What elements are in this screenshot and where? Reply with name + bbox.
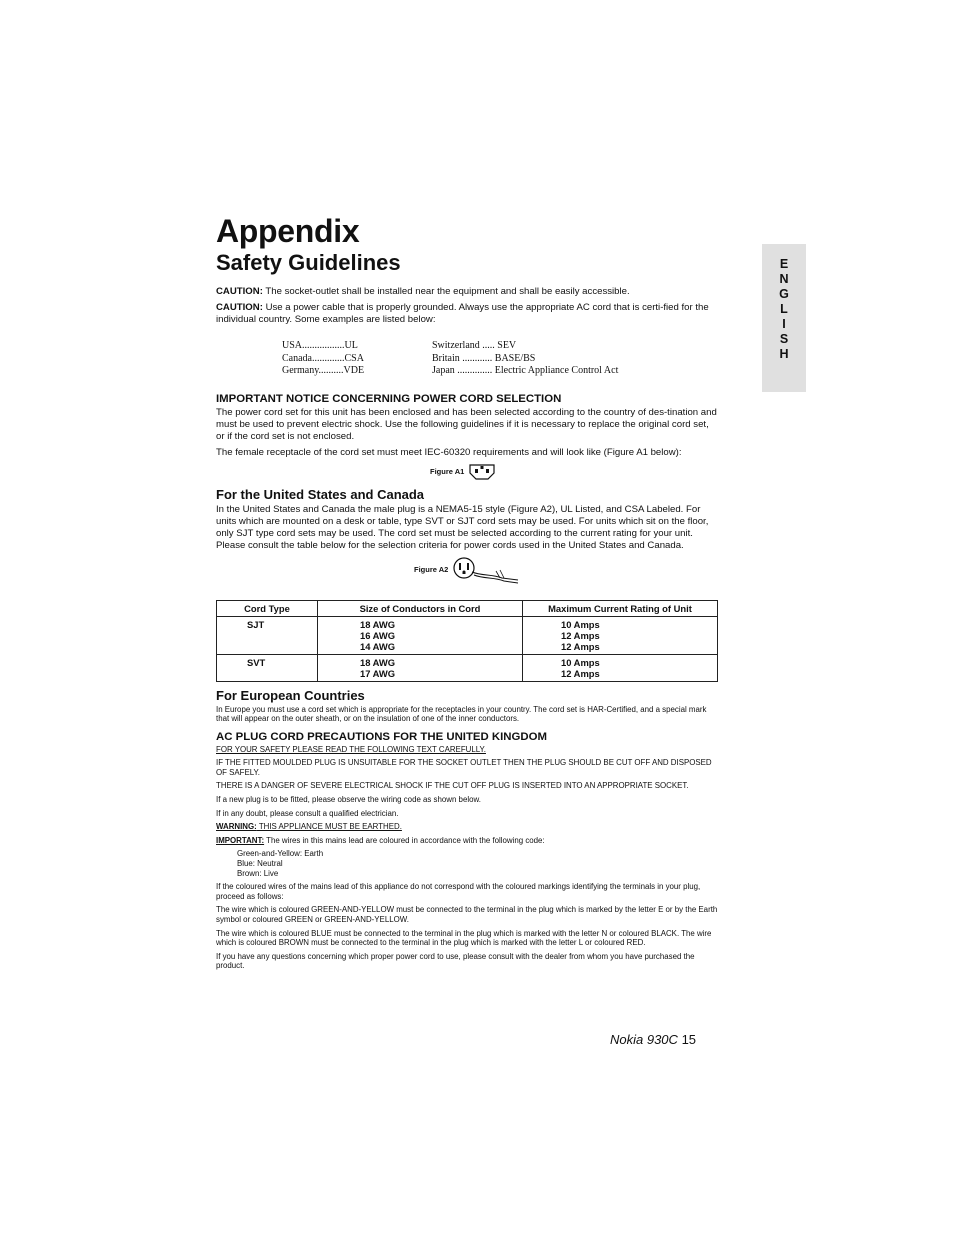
figure-a1 (430, 463, 718, 481)
uk-paragraph: IF THE FITTED MOULDED PLUG IS UNSUITABLE FOR THE SOCKET OUTLET THEN THE PLUG SHOULD BE CUT OFF AND DISPOSED OF SAFELY. (216, 758, 712, 777)
tab-letter: N (779, 272, 789, 286)
eu-heading: For European Countries (216, 687, 365, 703)
tab-letter: G (779, 287, 789, 301)
table-header-row (217, 600, 718, 616)
country-codes (282, 340, 718, 378)
receptacle-icon (468, 463, 496, 481)
uk-paragraph: If the coloured wires of the mains lead of this appliance do not correspond with the coloured markings identifying the terminals in your plug, proceed as follows: (216, 882, 701, 901)
table-header: Size of Conductors in Cord (318, 600, 523, 616)
wire-code: Blue: Neutral (237, 859, 283, 869)
table-header: Cord Type (217, 600, 318, 616)
uk-paragraph: THERE IS A DANGER OF SEVERE ELECTRICAL SHOCK IF THE CUT OFF PLUG IS INSERTED INTO AN APPROPRIATE SOCKET. (216, 781, 689, 791)
table-row (217, 616, 718, 654)
wire-code-list (237, 849, 718, 878)
tab-letter: I (782, 317, 786, 331)
uk-paragraph: FOR YOUR SAFETY PLEASE READ THE FOLLOWING TEXT CAREFULLY. (216, 744, 486, 754)
uk-paragraph: The wire which is coloured BLUE must be connected to the terminal in the plug which is marked with the letter N or coloured BLACK. The wire which is coloured BROWN must be connected to the terminal in the plug which is marked with the letter L or coloured RED. (216, 928, 712, 948)
country-code: USA.................UL (282, 340, 358, 351)
cord-type-cell: SVT (217, 654, 318, 681)
notice-paragraph: The female receptacle of the cord set must meet IEC-60320 requirements and will look like (Figure A1 below): (216, 446, 682, 458)
warning-line (216, 822, 718, 832)
conductor-size: 18 AWG (360, 656, 396, 668)
current-rating: 10 Amps (561, 656, 600, 668)
cord-type-cell: SJT (217, 616, 318, 654)
uk-paragraph: If a new plug is to be fitted, please observe the wiring code as shown below. (216, 795, 481, 805)
current-rating-cell (523, 654, 718, 681)
caution-label: CAUTION: (216, 286, 263, 297)
caution-2 (216, 302, 718, 326)
warning-text: THIS APPLIANCE MUST BE EARTHED. (256, 822, 402, 832)
tab-letter: E (779, 257, 789, 271)
figure-a2 (414, 556, 718, 584)
caution-text: The socket-outlet shall be installed near the equipment and shall be easily accessible. (262, 286, 630, 297)
wire-code: Green-and-Yellow: Earth (237, 849, 324, 859)
us-heading: For the United States and Canada (216, 486, 425, 502)
conductor-size-cell (318, 654, 523, 681)
figure-label: Figure A1 (430, 467, 465, 476)
figure-label: Figure A2 (414, 565, 449, 574)
eu-paragraph: In Europe you must use a cord set which is appropriate for the receptacles in your country. The cord set is HAR-Certified, and a special mark that will appear on the outer sheath, or on the insulation of one of the inner conductors. (216, 704, 707, 724)
tab-letter: S (779, 332, 789, 346)
current-rating: 12 Amps (561, 640, 600, 652)
wire-code: Brown: Live (237, 868, 279, 878)
current-rating: 12 Amps (561, 667, 600, 679)
notice-paragraph: The power cord set for this unit has been enclosed and has been selected according to the country of des-tination and must be used to prevent electric shock. Use the following guidelines if it is necessary to replace the original cord set, or if the cord set is not enclosed. (216, 406, 717, 442)
conductor-size: 18 AWG (360, 618, 396, 630)
country-code: Canada.............CSA (282, 352, 364, 364)
country-code: Germany..........VDE (282, 365, 365, 376)
page-content (216, 212, 718, 975)
tab-letter: H (779, 347, 789, 361)
uk-paragraph: If you have any questions concerning which proper power cord to use, please consult with the dealer from whom you have purchased the product. (216, 951, 695, 971)
caution-text: Use a power cable that is properly grounded. Always use the appropriate AC cord that is certi-fied for the individual country. Some examples are listed below: (216, 302, 709, 325)
tab-letter: L (780, 302, 788, 316)
current-rating: 10 Amps (561, 618, 600, 630)
language-tab (762, 244, 806, 392)
page-subtitle: Safety Guidelines (216, 250, 401, 275)
current-rating-cell (523, 616, 718, 654)
page-number: 15 (681, 1032, 697, 1047)
page-title: Appendix (216, 213, 360, 249)
page-footer (610, 1032, 696, 1047)
uk-heading: AC PLUG CORD PRECAUTIONS FOR THE UNITED KINGDOM (216, 730, 547, 743)
important-line (216, 836, 718, 846)
plug-icon (452, 556, 522, 584)
caution-label: CAUTION: (216, 302, 263, 313)
caution-1 (216, 286, 718, 298)
uk-paragraph: The wire which is coloured GREEN-AND-YELLOW must be connected to the terminal in the plug which is marked by the letter E or by the Earth symbol or coloured GREEN or GREEN-AND-YELLOW. (216, 905, 718, 924)
conductor-size: 17 AWG (360, 667, 396, 679)
country-code: Britain ............ BASE/BS (432, 352, 536, 364)
important-text: The wires in this mains lead are coloured in accordance with the following code: (264, 835, 545, 845)
country-code: Switzerland ..... SEV (432, 340, 517, 351)
uk-paragraph: If in any doubt, please consult a qualified electrician. (216, 808, 399, 818)
conductor-size: 14 AWG (360, 640, 396, 652)
us-paragraph: In the United States and Canada the male plug is a NEMA5-15 style (Figure A2), UL Listed, and CSA Labeled. For units which are mounted on a desk or table, type SVT or SJT cord sets may be used. For units which sit on the floor, only SJT type cord sets may be used. The cord set must be selected according to the current rating for your unit. Please consult the table below for the selection criteria for power cords used in the United States and Canada. (216, 503, 709, 551)
warning-label: WARNING: (216, 822, 257, 832)
country-code: Japan .............. Electric Appliance Control Act (432, 365, 619, 376)
cord-table (216, 600, 718, 682)
conductor-size: 16 AWG (360, 629, 396, 641)
table-header: Maximum Current Rating of Unit (523, 600, 718, 616)
table-row (217, 654, 718, 681)
notice-heading: IMPORTANT NOTICE CONCERNING POWER CORD SELECTION (216, 392, 562, 405)
conductor-size-cell (318, 616, 523, 654)
current-rating: 12 Amps (561, 629, 600, 641)
footer-model: Nokia 930C (610, 1032, 678, 1047)
important-label: IMPORTANT: (216, 835, 265, 845)
